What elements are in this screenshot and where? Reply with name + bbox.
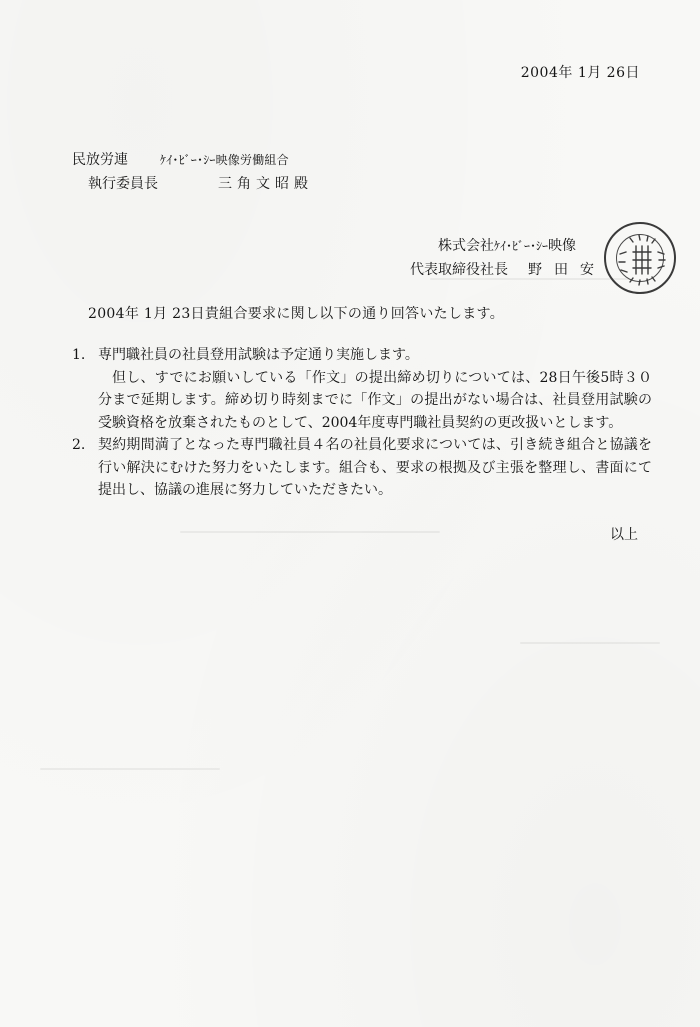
item-body [98, 344, 652, 434]
company-seal-stamp [604, 222, 676, 294]
closing-remark: 以上 [610, 527, 638, 543]
item-text: 専門職社員の社員登用試験は予定通り実施します。 [98, 347, 419, 363]
scan-streak [40, 768, 220, 770]
response-items-list [72, 344, 652, 502]
addressee-person-row [72, 172, 313, 196]
addressee-block [72, 148, 313, 196]
item-text: 契約期間満了となった専門職社員４名の社員化要求については、引き続き組合と協議を行い解決にむけた努力をいたします。組合も、要求の根拠及び主張を整理し、書面にて提出し、協議の進展に努力していただきたい。 [98, 437, 652, 498]
item-body [98, 434, 652, 502]
sender-rep-name: 野田安 [528, 262, 606, 278]
sender-company [410, 234, 606, 258]
sender-company-kana: ｹｲ･ﾋﾞｰ･ｼｰ [494, 239, 549, 253]
item-number: 2. [72, 437, 86, 453]
item-number: 1. [72, 347, 86, 363]
addressee-name: 三角文昭殿 [218, 176, 313, 192]
list-item [72, 344, 652, 434]
sender-representative [410, 258, 606, 282]
addressee-title: 執行委員長 [88, 176, 158, 192]
intro-paragraph: 2004年 1月 23日貴組合要求に関し以下の通り回答いたします。 [88, 306, 505, 322]
scan-streak [180, 531, 440, 533]
list-item [72, 434, 652, 502]
addressee-org-row [72, 148, 313, 172]
sender-company-suffix: 映像 [548, 238, 577, 254]
document-date: 2004年 1月 26日 [520, 65, 640, 81]
sender-company-prefix: 株式会社 [438, 238, 494, 254]
addressee-federation: 民放労連 [72, 152, 128, 168]
scan-streak [520, 642, 660, 644]
item-subtext: 但し、すでにお願いしている「作文」の提出締め切りについては、28日午後5時３０分まで延期します。締め切り時刻までに「作文」の提出がない場合は、社員登用試験の受験資格を放棄されたものとして、2004年度専門職社員契約の更改扱いとします。 [98, 369, 652, 431]
seal-marks-icon [606, 224, 678, 296]
sender-block [410, 234, 606, 282]
addressee-union: ｹｲ･ﾋﾞｰ･ｼｰ映像労働組合 [160, 153, 289, 167]
sender-rep-title: 代表取締役社長 [410, 262, 508, 278]
